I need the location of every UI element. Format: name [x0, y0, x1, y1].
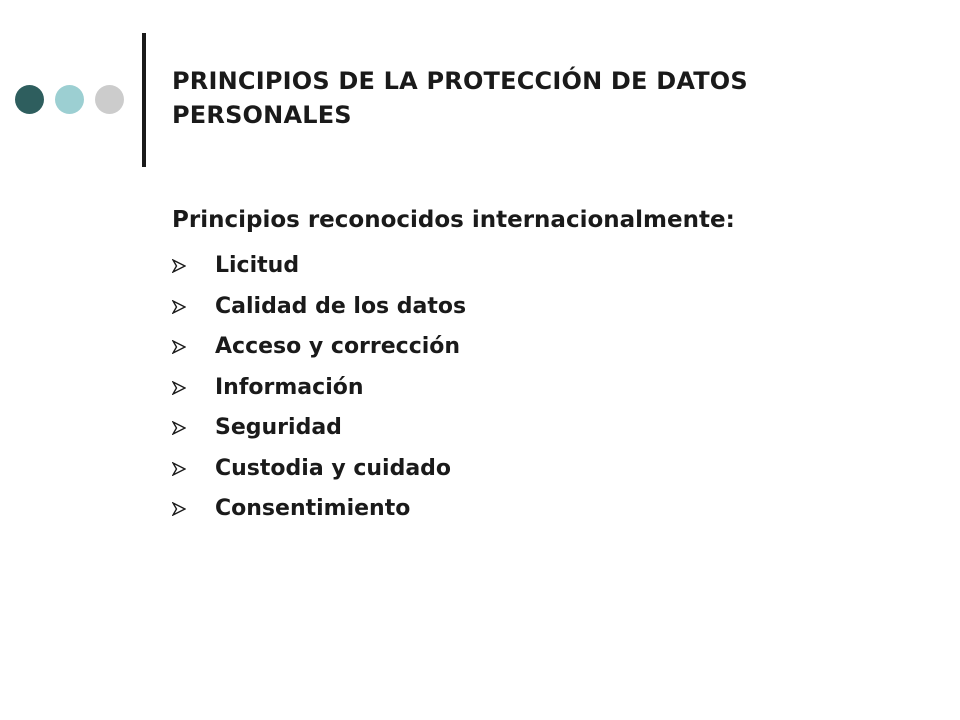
- arrowhead-bullet-icon: [172, 421, 186, 435]
- list-item-label: Seguridad: [215, 415, 342, 440]
- list-item-label: Consentimiento: [215, 496, 411, 521]
- arrowhead-bullet-icon: [172, 340, 186, 354]
- list-item-label: Información: [215, 374, 364, 400]
- list-item: [172, 489, 912, 530]
- list-item-label: Calidad de los datos: [215, 293, 467, 319]
- arrowhead-bullet-icon: [172, 300, 186, 314]
- slide-body: [172, 202, 912, 530]
- decorative-dots: [15, 85, 125, 115]
- list-item-label: Licitud: [215, 253, 300, 278]
- arrowhead-bullet-icon: [172, 259, 186, 273]
- arrowhead-bullet-icon: [172, 502, 186, 516]
- subtitle: Principios reconocidos internacionalmente:: [172, 207, 735, 233]
- principles-list: [172, 246, 912, 530]
- list-item: [172, 368, 912, 409]
- list-item: [172, 449, 912, 490]
- title-line-1: PRINCIPIOS DE LA PROTECCIÓN DE DATOS: [172, 67, 748, 95]
- arrowhead-bullet-icon: [172, 462, 186, 476]
- dark-teal-dot: [15, 85, 44, 114]
- arrowhead-bullet-icon: [172, 381, 186, 395]
- light-teal-dot: [55, 85, 84, 114]
- list-item: [172, 408, 912, 449]
- title-divider-bar: [142, 33, 146, 167]
- list-item: [172, 327, 912, 368]
- list-item: [172, 246, 912, 287]
- list-item-label: Acceso y corrección: [215, 334, 461, 359]
- gray-dot: [95, 85, 124, 114]
- title-line-2: PERSONALES: [172, 101, 352, 129]
- list-item-label: Custodia y cuidado: [215, 455, 452, 481]
- slide-title: [172, 64, 912, 132]
- list-item: [172, 287, 912, 328]
